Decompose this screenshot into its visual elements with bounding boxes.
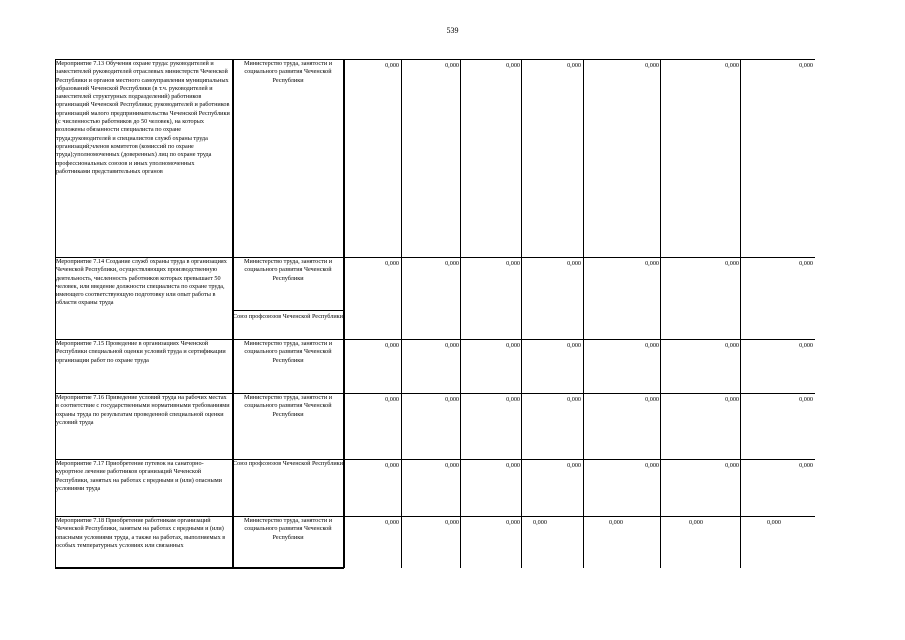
value-cell: 0,000	[767, 519, 781, 526]
value-cell: 0,000	[385, 260, 399, 267]
value-cell: 0,000	[645, 462, 659, 469]
value-cell: 0,000	[567, 396, 581, 403]
responsible-executor: Министерство труда, занятости и социального развития Чеченской Республики	[243, 517, 333, 541]
value-cell: 0,000	[506, 260, 520, 267]
value-cell: 0,000	[533, 519, 547, 526]
page-number: 539	[446, 26, 459, 35]
responsible-executor: Министерство труда, занятости и социального развития Чеченской Республики	[243, 340, 333, 364]
value-cell: 0,000	[445, 396, 459, 403]
value-cell: 0,000	[385, 62, 399, 69]
value-cell: 0,000	[799, 62, 813, 69]
value-cell: 0,000	[799, 342, 813, 349]
measure-description: Мероприятие 7.13 Обучения охране труда: руководителей и заместителей руководителей отраслевых министерств Чеченской Республики и органов местного самоуправления муниципальных образований Чеченской Республики (в т.ч. руководителей и заместителей структурных подразделений) работников организаций Чеченской Республики; руководителей и работников организаций малого предпринимательства Чеченской Республики (с численностью работников до 50 человек), на которых возложены обязанности специалиста по охране труда;руководителей и специалистов служб охраны труда организаций;членов комитетов (комиссий по охране труда);уполномоченных (доверенных) лиц по охране труда профессиональных союзов и иных уполномоченных работниками представительных органов	[56, 60, 230, 175]
table-row	[55, 339, 815, 394]
value-cell: 0,000	[725, 342, 739, 349]
value-cell: 0,000	[689, 519, 703, 526]
value-cell: 0,000	[506, 519, 520, 526]
measure-description: Мероприятие 7.18 Приобретение работникам организаций Чеченской Республики, занятым на работах с вредными и (или) опасными условиями труда, а также на работах, выполняемых в особых температурных условиях или связанных	[56, 517, 226, 549]
value-cell: 0,000	[385, 462, 399, 469]
value-cell: 0,000	[506, 396, 520, 403]
value-cell: 0,000	[725, 462, 739, 469]
value-cell: 0,000	[385, 342, 399, 349]
value-cell: 0,000	[567, 342, 581, 349]
measure-description: Мероприятие 7.16 Приведение условий труда на рабочих местах в соответствие с государственными нормативными требованиями охраны труда по результатам проведенной специальной оценки условий труда	[56, 394, 230, 426]
value-cell: 0,000	[645, 260, 659, 267]
value-cell: 0,000	[799, 260, 813, 267]
value-cell: 0,000	[609, 519, 623, 526]
value-cell: 0,000	[445, 62, 459, 69]
value-cell: 0,000	[445, 519, 459, 526]
value-cell: 0,000	[506, 62, 520, 69]
value-cell: 0,000	[385, 396, 399, 403]
value-cell: 0,000	[445, 462, 459, 469]
table-bottom-border	[55, 567, 344, 569]
value-cell: 0,000	[385, 519, 399, 526]
value-cell: 0,000	[725, 62, 739, 69]
measure-description: Мероприятие 7.17 Приобретение путевок на санаторно-курортное лечение работников организаций Чеченской Республики, занятых на работах с вредными и (или) опасными условиями труда	[56, 460, 222, 492]
responsible-executor: Министерство труда, занятости и социального развития Чеченской Республики	[243, 60, 333, 84]
table-row	[55, 59, 815, 258]
value-cell: 0,000	[567, 62, 581, 69]
value-cell: 0,000	[445, 342, 459, 349]
table-row	[55, 257, 815, 340]
measure-description: Мероприятие 7.14 Создание служб охраны труда в организациях Чеченской Республики, осуществляющих производственную деятельность, численность работников которых превышает 50 человек, или введение должности специалиста по охране труда, имеющего соответствующую подготовку или опыт работы в области охраны труда	[56, 258, 227, 307]
responsible-executor: Союз профсоюзов Чеченской Республики	[233, 460, 343, 467]
value-cell: 0,000	[506, 462, 520, 469]
value-cell: 0,000	[645, 62, 659, 69]
value-cell: 0,000	[725, 396, 739, 403]
value-cell: 0,000	[567, 462, 581, 469]
value-cell: 0,000	[445, 260, 459, 267]
measure-description: Мероприятие 7.15 Проведение в организациях Чеченской Республики специальной оценки условий труда и сертификации организации работ по охране труда	[56, 340, 226, 364]
responsible-executor: Союз профсоюзов Чеченской Республики	[233, 313, 343, 320]
value-cell: 0,000	[645, 342, 659, 349]
table-row	[55, 516, 815, 569]
value-cell: 0,000	[725, 260, 739, 267]
table-row	[55, 393, 815, 460]
responsible-executor: Министерство труда, занятости и социального развития Чеченской Республики	[243, 394, 333, 418]
value-cell: 0,000	[567, 260, 581, 267]
value-cell: 0,000	[645, 396, 659, 403]
table-row	[55, 459, 815, 517]
value-cell: 0,000	[506, 342, 520, 349]
value-cell: 0,000	[799, 462, 813, 469]
value-cell: 0,000	[799, 396, 813, 403]
responsible-separator	[233, 310, 344, 311]
responsible-executor: Министерство труда, занятости и социального развития Чеченской Республики	[243, 258, 333, 282]
